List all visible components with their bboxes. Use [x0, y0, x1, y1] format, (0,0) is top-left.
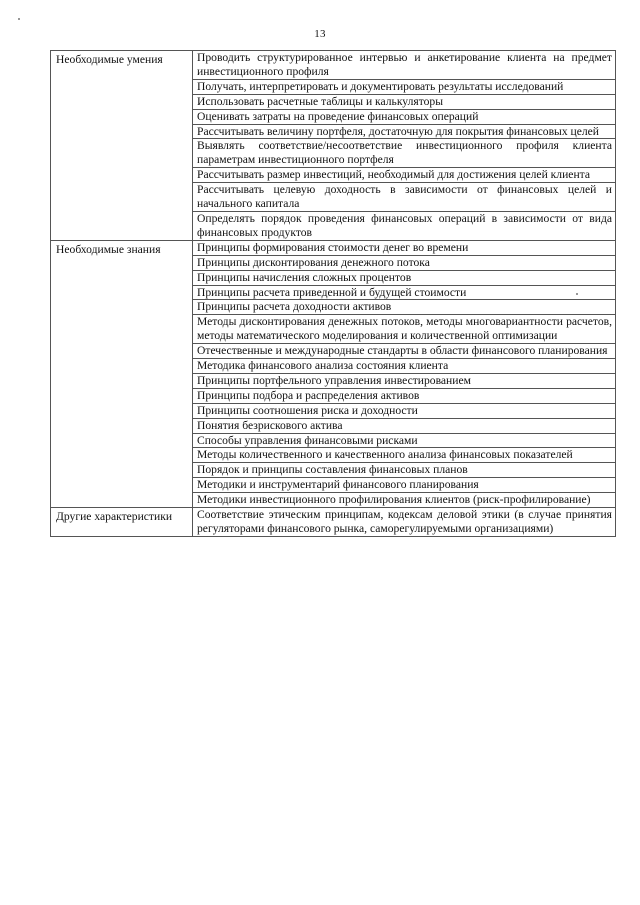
table-row — [51, 508, 616, 537]
requirement-item: Принципы формирования стоимости денег во времени — [193, 240, 616, 255]
requirement-item: Принципы расчета доходности активов — [193, 300, 616, 315]
requirement-item: Принципы подбора и распределения активов — [193, 388, 616, 403]
requirement-item: Отечественные и международные стандарты в области финансового планирования — [193, 344, 616, 359]
requirement-item: Рассчитывать величину портфеля, достаточную для покрытия финансовых целей — [193, 124, 616, 139]
competency-table-body — [51, 51, 616, 537]
table-row — [51, 240, 616, 255]
requirement-item: Методики инвестиционного профилирования клиентов (риск-профилирование) — [193, 493, 616, 508]
section-title: Необходимые умения — [51, 51, 193, 241]
requirement-item: Методика финансового анализа состояния клиента — [193, 359, 616, 374]
requirement-item: Принципы расчета приведенной и будущей стоимости — [193, 285, 616, 300]
requirement-item: Получать, интерпретировать и документировать результаты исследований — [193, 79, 616, 94]
requirement-item: Способы управления финансовыми рисками — [193, 433, 616, 448]
requirement-item: Принципы дисконтирования денежного потока — [193, 255, 616, 270]
requirement-item: Методы дисконтирования денежных потоков, методы многовариантности расчетов, методы математического моделирования и количественной оптимизации — [193, 315, 616, 344]
requirement-item: Выявлять соответствие/несоответствие инвестиционного профиля клиента параметрам инвестиционного портфеля — [193, 139, 616, 168]
requirement-item: Принципы соотношения риска и доходности — [193, 403, 616, 418]
requirement-item: Методы количественного и качественного анализа финансовых показателей — [193, 448, 616, 463]
requirement-item: Оценивать затраты на проведение финансовых операций — [193, 109, 616, 124]
scan-speck — [576, 293, 578, 295]
requirement-item: Порядок и принципы составления финансовых планов — [193, 463, 616, 478]
requirement-item: Проводить структурированное интервью и анкетирование клиента на предмет инвестиционного профиля — [193, 51, 616, 80]
requirement-item: Принципы портфельного управления инвестированием — [193, 373, 616, 388]
competency-table — [50, 50, 616, 537]
requirement-item: Понятия безрискового актива — [193, 418, 616, 433]
section-title: Необходимые знания — [51, 240, 193, 507]
requirement-item: Рассчитывать целевую доходность в зависимости от финансовых целей и начального капитала — [193, 183, 616, 212]
scan-speck — [18, 18, 20, 20]
requirement-item: Методики и инструментарий финансового планирования — [193, 478, 616, 493]
section-title: Другие характеристики — [51, 508, 193, 537]
page-number: 13 — [314, 28, 326, 40]
table-row — [51, 51, 616, 80]
requirement-item: Использовать расчетные таблицы и калькуляторы — [193, 94, 616, 109]
requirement-item: Определять порядок проведения финансовых операций в зависимости от вида финансовых продуктов — [193, 211, 616, 240]
requirement-item: Рассчитывать размер инвестиций, необходимый для достижения целей клиента — [193, 168, 616, 183]
requirement-item: Принципы начисления сложных процентов — [193, 270, 616, 285]
requirement-item: Соответствие этическим принципам, кодексам деловой этики (в случае принятия регуляторами финансового рынка, саморегулируемыми организациями) — [193, 508, 616, 537]
